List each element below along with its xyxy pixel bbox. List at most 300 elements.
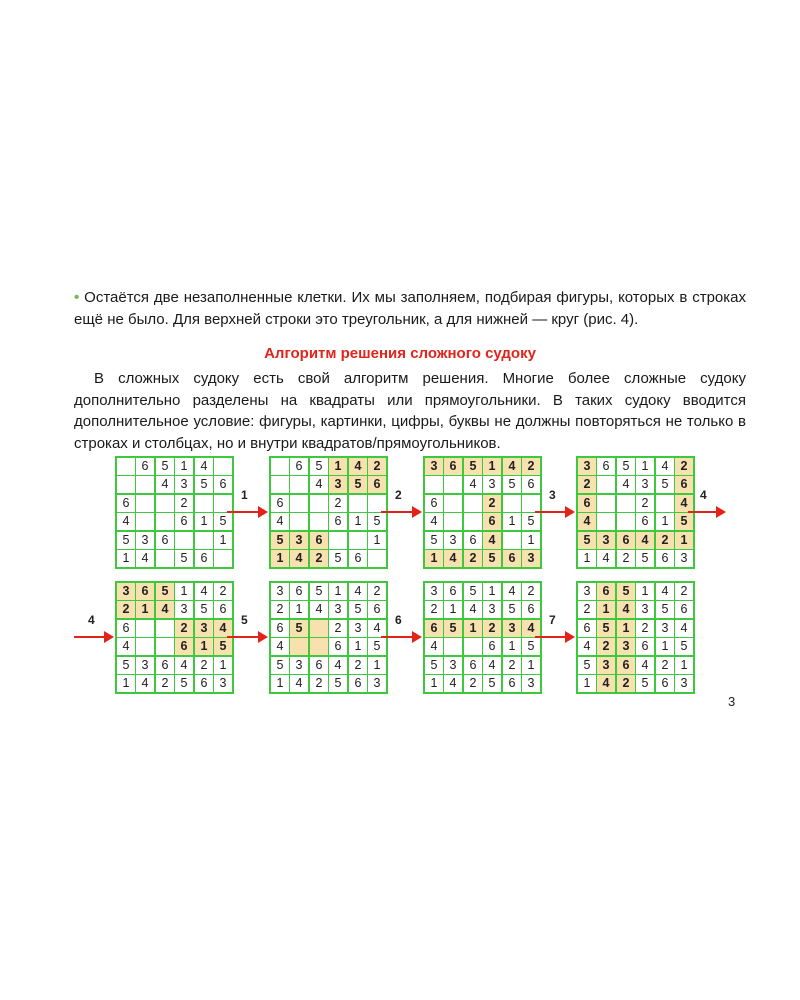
sudoku-cell: 6: [597, 582, 617, 601]
sudoku-cell: 5: [116, 656, 136, 675]
sudoku-cell: [155, 638, 175, 657]
sudoku-cell: 4: [214, 619, 234, 638]
sudoku-cell: 4: [483, 656, 503, 675]
sudoku-cell: 5: [675, 513, 695, 532]
sudoku-cell: 5: [424, 656, 444, 675]
sudoku-cell: 3: [655, 619, 675, 638]
sudoku-cell: 6: [175, 513, 195, 532]
sudoku-cell: 6: [270, 494, 290, 513]
sudoku-cell: 1: [483, 457, 503, 476]
sudoku-cell: 4: [136, 550, 156, 569]
sudoku-cell: 5: [636, 675, 656, 694]
sudoku-cell: [309, 494, 329, 513]
sudoku-cell: [597, 494, 617, 513]
page-number: 3: [728, 694, 736, 709]
sudoku-cell: 6: [522, 601, 542, 620]
sudoku-cell: 5: [329, 550, 349, 569]
arrow-line: [74, 636, 106, 638]
sudoku-cell: 4: [348, 582, 368, 601]
sudoku-cell: 1: [597, 601, 617, 620]
sudoku-grid-5: [115, 581, 234, 694]
sudoku-cell: 6: [616, 656, 636, 675]
step-arrow-4: [688, 488, 726, 518]
step-label: 5: [241, 613, 248, 627]
step-label: 1: [241, 488, 248, 502]
sudoku-cell: 5: [270, 656, 290, 675]
sudoku-cell: 1: [463, 619, 483, 638]
step-label: 3: [549, 488, 556, 502]
sudoku-cell: [616, 513, 636, 532]
sudoku-cell: 1: [675, 656, 695, 675]
sudoku-cell: 5: [522, 513, 542, 532]
sudoku-cell: 4: [290, 550, 310, 569]
sudoku-cell: 3: [577, 582, 597, 601]
sudoku-grid-8: [576, 581, 695, 694]
sudoku-cell: 3: [483, 601, 503, 620]
sudoku-cell: 2: [194, 656, 214, 675]
sudoku-cell: 6: [329, 513, 349, 532]
sudoku-cell: 4: [424, 638, 444, 657]
sudoku-cell: 2: [424, 601, 444, 620]
arrow-head-icon: [258, 506, 268, 518]
sudoku-cell: 1: [522, 531, 542, 550]
sudoku-grid-4: [576, 456, 695, 569]
sudoku-cell: 1: [577, 675, 597, 694]
sudoku-cell: 4: [502, 457, 522, 476]
sudoku-cell: 6: [616, 531, 636, 550]
sudoku-cell: 3: [636, 601, 656, 620]
step-label: 6: [395, 613, 402, 627]
step-arrow-1: [227, 488, 268, 518]
sudoku-cell: 4: [502, 582, 522, 601]
sudoku-cell: 6: [675, 476, 695, 495]
sudoku-cell: 6: [483, 513, 503, 532]
sudoku-cell: 2: [348, 656, 368, 675]
sudoku-cell: 4: [424, 513, 444, 532]
sudoku-cell: [136, 494, 156, 513]
arrow-line: [688, 511, 718, 513]
sudoku-cell: 4: [136, 675, 156, 694]
sudoku-cell: 2: [329, 494, 349, 513]
sudoku-cell: 6: [483, 638, 503, 657]
sudoku-cell: 1: [675, 531, 695, 550]
sudoku-cell: 5: [194, 601, 214, 620]
sudoku-cell: 4: [616, 601, 636, 620]
sudoku-cell: 2: [368, 582, 388, 601]
sudoku-cell: 4: [155, 601, 175, 620]
sudoku-cell: 2: [577, 601, 597, 620]
sudoku-cell: 3: [348, 619, 368, 638]
sudoku-cell: 3: [116, 582, 136, 601]
sudoku-cell: 2: [329, 619, 349, 638]
sudoku-cell: 6: [444, 582, 464, 601]
sudoku-cell: 5: [368, 638, 388, 657]
step-arrow-8: [535, 613, 575, 643]
sudoku-cell: 2: [616, 550, 636, 569]
sudoku-cell: 2: [616, 675, 636, 694]
sudoku-cell: 6: [636, 513, 656, 532]
sudoku-cell: 6: [270, 619, 290, 638]
sudoku-grid-6: [269, 581, 388, 694]
sudoku-cell: 1: [329, 582, 349, 601]
sudoku-cell: 2: [483, 619, 503, 638]
sudoku-cell: 5: [675, 638, 695, 657]
sudoku-cell: [155, 494, 175, 513]
sudoku-cell: 2: [175, 619, 195, 638]
sudoku-cell: 3: [329, 601, 349, 620]
sudoku-cell: 6: [348, 550, 368, 569]
sudoku-cell: 4: [368, 619, 388, 638]
sudoku-cell: 3: [444, 656, 464, 675]
sudoku-cell: 1: [329, 457, 349, 476]
sudoku-cell: 5: [463, 457, 483, 476]
sudoku-cell: 6: [116, 494, 136, 513]
sudoku-cell: 5: [214, 513, 234, 532]
sudoku-cell: 6: [675, 601, 695, 620]
sudoku-cell: 2: [368, 457, 388, 476]
sudoku-grid-1: [115, 456, 234, 569]
sudoku-cell: 4: [577, 513, 597, 532]
sudoku-cell: 5: [155, 582, 175, 601]
sudoku-cell: 6: [368, 476, 388, 495]
sudoku-cell: 6: [136, 457, 156, 476]
sudoku-cell: [444, 513, 464, 532]
sudoku-cell: 4: [463, 601, 483, 620]
paragraph-figures-text: Остаётся две незаполненные клетки. Их мы заполняем, подбирая фигуры, которых в строках ещё не было. Для верхней строки это треугольник, а для нижней — круг (рис. 4).: [74, 289, 746, 328]
sudoku-cell: 3: [175, 476, 195, 495]
sudoku-cell: 5: [348, 476, 368, 495]
sudoku-cell: [270, 476, 290, 495]
sudoku-cell: 6: [577, 619, 597, 638]
sudoku-cell: [616, 494, 636, 513]
sudoku-cell: 2: [270, 601, 290, 620]
sudoku-cell: 3: [522, 675, 542, 694]
sudoku-cell: [463, 638, 483, 657]
sudoku-cell: 5: [348, 601, 368, 620]
sudoku-cell: 3: [424, 457, 444, 476]
sudoku-cell: 4: [348, 457, 368, 476]
sudoku-cell: 6: [155, 531, 175, 550]
sudoku-cell: 3: [444, 531, 464, 550]
sudoku-cell: [348, 494, 368, 513]
sudoku-cell: [290, 476, 310, 495]
sudoku-cell: 3: [597, 531, 617, 550]
arrow-head-icon: [412, 631, 422, 643]
sudoku-cell: 1: [483, 582, 503, 601]
arrow-line: [227, 511, 260, 513]
sudoku-cell: 4: [675, 619, 695, 638]
sudoku-cell: 6: [424, 494, 444, 513]
sudoku-grid-2: [269, 456, 388, 569]
sudoku-cell: 3: [424, 582, 444, 601]
sudoku-cell: [309, 513, 329, 532]
sudoku-cell: 4: [463, 476, 483, 495]
step-label: 2: [395, 488, 402, 502]
sudoku-cell: 6: [214, 476, 234, 495]
arrow-line: [381, 511, 414, 513]
arrow-line: [535, 511, 567, 513]
sudoku-cell: 2: [116, 601, 136, 620]
section-heading: Алгоритм решения сложного судоку: [264, 345, 536, 362]
sudoku-cell: [175, 531, 195, 550]
sudoku-cell: 4: [444, 550, 464, 569]
sudoku-cell: 1: [290, 601, 310, 620]
sudoku-cell: 4: [116, 638, 136, 657]
sudoku-cell: [348, 531, 368, 550]
sudoku-cell: 4: [329, 656, 349, 675]
sudoku-cell: [502, 494, 522, 513]
sudoku-cell: 2: [502, 656, 522, 675]
sudoku-cell: 3: [194, 619, 214, 638]
sudoku-cell: 6: [636, 638, 656, 657]
sudoku-cell: 6: [577, 494, 597, 513]
sudoku-cell: 1: [502, 638, 522, 657]
sudoku-cell: 6: [502, 675, 522, 694]
sudoku-cell: [155, 619, 175, 638]
sudoku-cell: 6: [290, 582, 310, 601]
sudoku-cell: 1: [444, 601, 464, 620]
step-label: 4: [88, 613, 95, 627]
sudoku-cell: 5: [175, 675, 195, 694]
sudoku-cell: 5: [655, 476, 675, 495]
sudoku-cell: [116, 476, 136, 495]
sudoku-cell: 6: [655, 675, 675, 694]
sudoku-cell: 2: [463, 675, 483, 694]
sudoku-cell: [597, 476, 617, 495]
sudoku-cell: 6: [444, 457, 464, 476]
sudoku-cell: 4: [675, 494, 695, 513]
sudoku-cell: 2: [577, 476, 597, 495]
sudoku-cell: 3: [214, 675, 234, 694]
sudoku-cell: [309, 619, 329, 638]
sudoku-cell: 1: [348, 638, 368, 657]
sudoku-cell: 5: [290, 619, 310, 638]
sudoku-cell: 5: [655, 601, 675, 620]
sudoku-cell: 1: [368, 531, 388, 550]
sudoku-cell: 3: [502, 619, 522, 638]
arrow-head-icon: [258, 631, 268, 643]
sudoku-cell: [155, 513, 175, 532]
sudoku-cell: 4: [636, 531, 656, 550]
sudoku-cell: [155, 550, 175, 569]
sudoku-cell: 1: [194, 513, 214, 532]
step-label: 7: [549, 613, 556, 627]
sudoku-cell: 2: [636, 494, 656, 513]
sudoku-cell: 6: [194, 675, 214, 694]
sudoku-cell: 4: [522, 619, 542, 638]
sudoku-cell: 2: [655, 531, 675, 550]
sudoku-cell: 1: [655, 513, 675, 532]
sudoku-cell: 5: [116, 531, 136, 550]
sudoku-cell: 1: [655, 638, 675, 657]
sudoku-cell: 4: [309, 601, 329, 620]
sudoku-cell: 6: [136, 582, 156, 601]
arrow-line: [535, 636, 567, 638]
sudoku-cell: 4: [309, 476, 329, 495]
sudoku-cell: 3: [136, 531, 156, 550]
sudoku-cell: [290, 494, 310, 513]
sudoku-cell: 5: [522, 638, 542, 657]
sudoku-cell: 5: [194, 476, 214, 495]
sudoku-cell: [116, 457, 136, 476]
sudoku-cell: 4: [577, 638, 597, 657]
sudoku-cell: 1: [116, 675, 136, 694]
sudoku-cell: 3: [597, 656, 617, 675]
sudoku-cell: 5: [368, 513, 388, 532]
sudoku-cell: 1: [136, 601, 156, 620]
sudoku-cell: 3: [368, 675, 388, 694]
sudoku-grid-7: [423, 581, 542, 694]
sudoku-cell: 5: [309, 457, 329, 476]
sudoku-cell: 2: [522, 457, 542, 476]
sudoku-cell: [368, 550, 388, 569]
sudoku-cell: 4: [194, 457, 214, 476]
sudoku-cell: 6: [463, 531, 483, 550]
sudoku-cell: 1: [424, 675, 444, 694]
sudoku-cell: 6: [214, 601, 234, 620]
sudoku-cell: [444, 638, 464, 657]
sudoku-cell: 4: [444, 675, 464, 694]
sudoku-cell: 2: [309, 550, 329, 569]
sudoku-cell: 6: [502, 550, 522, 569]
sudoku-cell: [655, 494, 675, 513]
sudoku-cell: 5: [577, 656, 597, 675]
sudoku-cell: 3: [522, 550, 542, 569]
sudoku-cell: 3: [675, 675, 695, 694]
sudoku-cell: [424, 476, 444, 495]
arrow-head-icon: [565, 506, 575, 518]
sudoku-cell: [463, 494, 483, 513]
sudoku-cell: [194, 531, 214, 550]
sudoku-cell: 1: [194, 638, 214, 657]
sudoku-cell: 5: [155, 457, 175, 476]
sudoku-cell: 1: [522, 656, 542, 675]
sudoku-cell: 6: [290, 457, 310, 476]
sudoku-cell: 3: [136, 656, 156, 675]
sudoku-cell: 3: [290, 531, 310, 550]
sudoku-cell: 1: [577, 550, 597, 569]
sudoku-cell: 5: [270, 531, 290, 550]
sudoku-cell: 5: [502, 476, 522, 495]
sudoku-cell: [444, 476, 464, 495]
sudoku-cell: 2: [155, 675, 175, 694]
sudoku-cell: 6: [194, 550, 214, 569]
sudoku-cell: 1: [424, 550, 444, 569]
step-arrow-6: [227, 613, 268, 643]
sudoku-cell: 2: [522, 582, 542, 601]
sudoku-cell: 2: [175, 494, 195, 513]
sudoku-cell: 5: [424, 531, 444, 550]
sudoku-cell: 6: [424, 619, 444, 638]
sudoku-cell: 1: [636, 457, 656, 476]
sudoku-cell: 4: [175, 656, 195, 675]
sudoku-cell: 3: [329, 476, 349, 495]
sudoku-cell: [194, 494, 214, 513]
sudoku-cell: [597, 513, 617, 532]
sudoku-cell: 1: [636, 582, 656, 601]
sudoku-cell: 3: [675, 550, 695, 569]
sudoku-cell: 4: [655, 457, 675, 476]
sudoku-cell: 2: [483, 494, 503, 513]
sudoku-cell: 1: [348, 513, 368, 532]
arrow-head-icon: [716, 506, 726, 518]
sudoku-cell: 4: [155, 476, 175, 495]
sudoku-cell: 1: [270, 550, 290, 569]
sudoku-cell: 3: [270, 582, 290, 601]
sudoku-cell: 5: [444, 619, 464, 638]
sudoku-cell: 5: [616, 457, 636, 476]
sudoku-cell: 2: [214, 582, 234, 601]
sudoku-cell: 6: [116, 619, 136, 638]
sudoku-cell: 2: [675, 582, 695, 601]
sudoku-cell: [136, 513, 156, 532]
sudoku-cell: [502, 531, 522, 550]
sudoku-cell: 6: [368, 601, 388, 620]
sudoku-cell: 4: [483, 531, 503, 550]
sudoku-cell: 1: [616, 619, 636, 638]
step-arrow-5: [74, 613, 114, 643]
sudoku-cell: 6: [309, 531, 329, 550]
sudoku-cell: [136, 638, 156, 657]
sudoku-cell: 2: [309, 675, 329, 694]
sudoku-cell: [329, 531, 349, 550]
sudoku-cell: 6: [597, 457, 617, 476]
sudoku-cell: 4: [597, 550, 617, 569]
sudoku-cell: [444, 494, 464, 513]
arrow-head-icon: [412, 506, 422, 518]
sudoku-cell: 1: [270, 675, 290, 694]
sudoku-cell: 3: [616, 638, 636, 657]
paragraph-figures: [74, 287, 746, 330]
arrow-head-icon: [104, 631, 114, 643]
step-label: 4: [700, 488, 707, 502]
sudoku-cell: 4: [597, 675, 617, 694]
paragraph-algorithm: В сложных судоку есть свой алгоритм решения. Многие более сложные судоку дополнительно разделены на квадраты или прямоугольники. В таких судоку вводится дополнительное условие: фигуры, картинки, цифры, буквы не должны повторяться не только в строках и столбцах, но и внутри квадратов/прямоугольников.: [74, 370, 746, 452]
sudoku-cell: 3: [175, 601, 195, 620]
sudoku-cell: 5: [309, 582, 329, 601]
sudoku-cell: [214, 550, 234, 569]
sudoku-cell: [270, 457, 290, 476]
sudoku-cell: 4: [616, 476, 636, 495]
sudoku-cell: 6: [309, 656, 329, 675]
sudoku-cell: [463, 513, 483, 532]
sudoku-cell: [136, 476, 156, 495]
bullet-icon: •: [74, 289, 80, 306]
sudoku-cell: 4: [194, 582, 214, 601]
sudoku-cell: 4: [636, 656, 656, 675]
sudoku-cell: 6: [175, 638, 195, 657]
sudoku-cell: 3: [483, 476, 503, 495]
sudoku-cell: 1: [214, 656, 234, 675]
sudoku-cell: 2: [675, 457, 695, 476]
sudoku-cell: 5: [502, 601, 522, 620]
arrow-head-icon: [565, 631, 575, 643]
sudoku-cell: 5: [483, 675, 503, 694]
sudoku-cell: 3: [290, 656, 310, 675]
sudoku-cell: 1: [175, 457, 195, 476]
sudoku-cell: [214, 457, 234, 476]
sudoku-cell: 1: [175, 582, 195, 601]
sudoku-cell: 6: [655, 550, 675, 569]
sudoku-cell: [136, 619, 156, 638]
sudoku-cell: 2: [636, 619, 656, 638]
sudoku-cell: 2: [597, 638, 617, 657]
sudoku-cell: 5: [214, 638, 234, 657]
sudoku-cell: 4: [270, 638, 290, 657]
sudoku-cell: 2: [463, 550, 483, 569]
sudoku-cell: 2: [655, 656, 675, 675]
sudoku-grid-3: [423, 456, 542, 569]
